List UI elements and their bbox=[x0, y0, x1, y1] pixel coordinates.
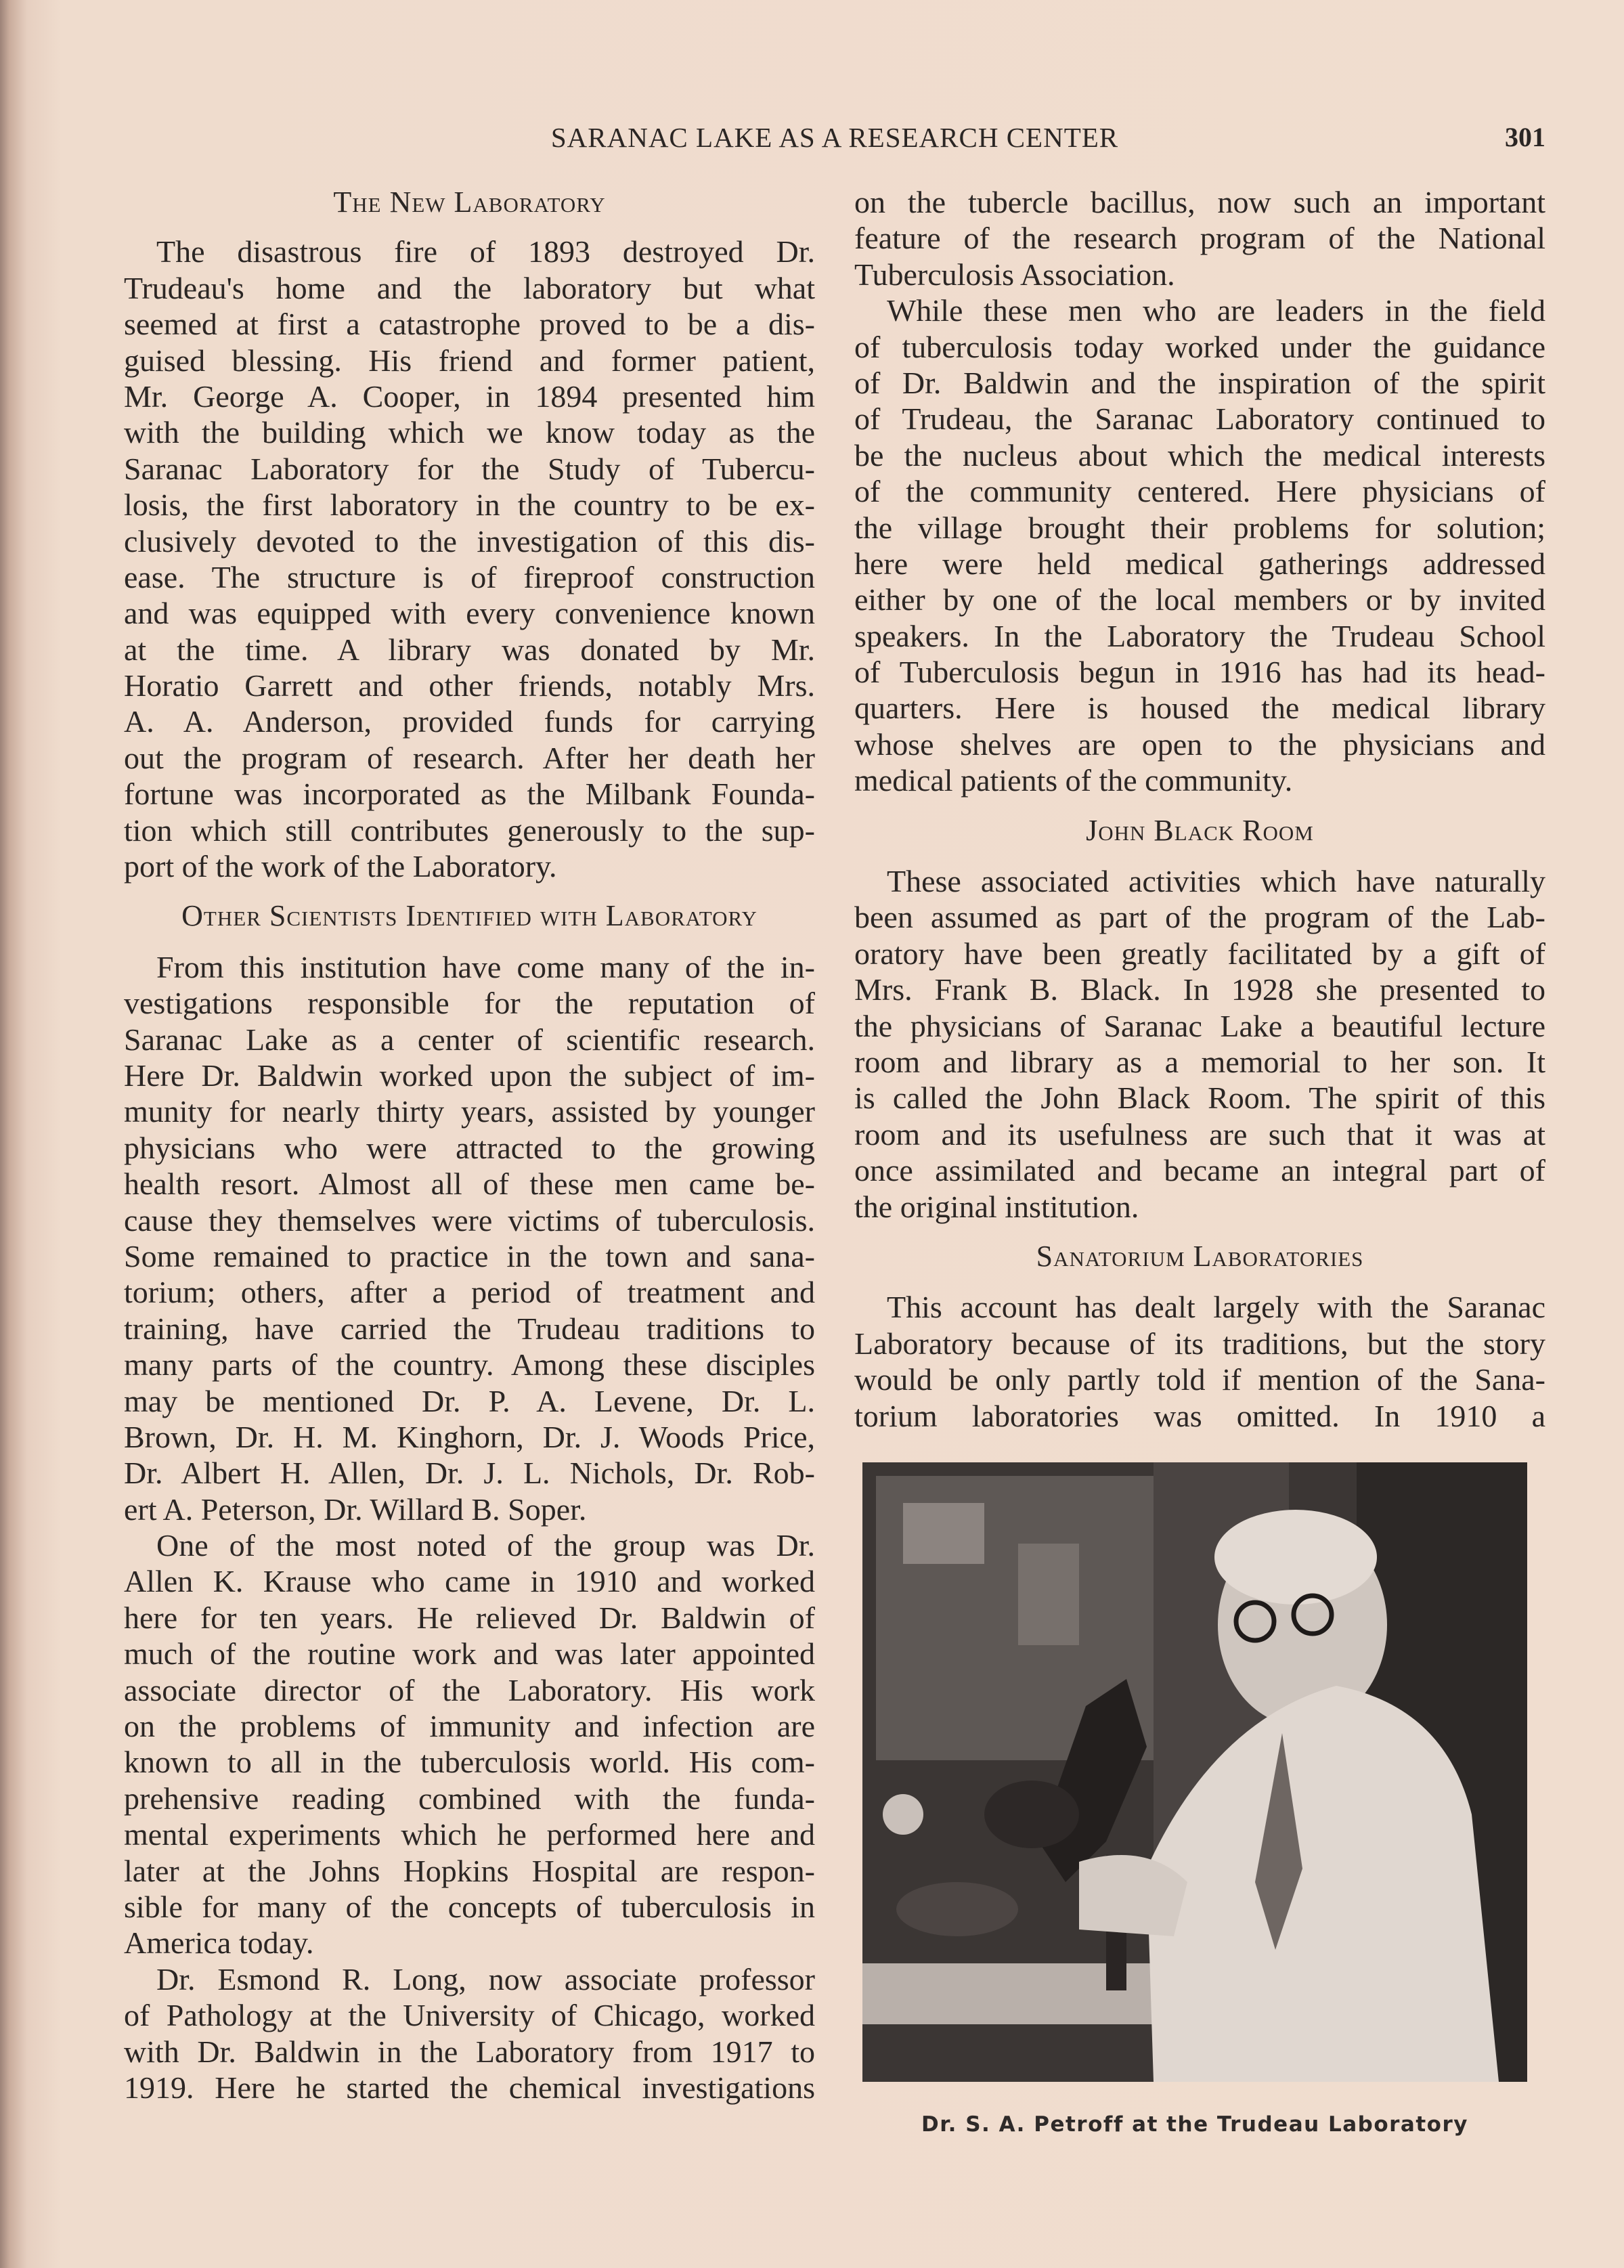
text-line: Dr. Albert H. Allen, Dr. J. L. Nichols, Dr. Rob- bbox=[124, 1456, 815, 1491]
text-line: the physicians of Saranac Lake a beautiful lecture bbox=[854, 1008, 1545, 1043]
text-line: Trudeau's home and the laboratory but what bbox=[124, 270, 815, 305]
text-line: may be mentioned Dr. P. A. Levene, Dr. L. bbox=[124, 1383, 815, 1418]
text-line: been assumed as part of the program of the Lab- bbox=[854, 900, 1545, 935]
text-line: Here Dr. Baldwin worked upon the subject of im- bbox=[124, 1057, 815, 1093]
text-line: health resort. Almost all of these men came be- bbox=[124, 1166, 815, 1202]
text-line: guised blessing. His friend and former patient, bbox=[124, 343, 815, 378]
text-line: be the nucleus about which the medical interests bbox=[854, 437, 1545, 473]
text-line: vestigations responsible for the reputation of bbox=[124, 986, 815, 1021]
text-line: Saranac Lake as a center of scientific research. bbox=[124, 1022, 815, 1057]
text-line: fortune was incorporated as the Milbank Founda- bbox=[124, 777, 815, 812]
text-line: oratory have been greatly facilitated by a gift of bbox=[854, 936, 1545, 971]
text-line: Allen K. Krause who came in 1910 and worked bbox=[124, 1564, 815, 1599]
text-line: prehensive reading combined with the funda- bbox=[124, 1781, 815, 1816]
text-line: The disastrous fire of 1893 destroyed Dr. bbox=[156, 234, 815, 269]
section-heading: The New Laboratory bbox=[333, 186, 606, 219]
text-line: munity for nearly thirty years, assisted by younger bbox=[124, 1094, 815, 1129]
photo-petroff-microscope bbox=[862, 1462, 1527, 2082]
paragraph bbox=[124, 1961, 815, 2106]
text-line: of Dr. Baldwin and the inspiration of the spirit bbox=[854, 365, 1545, 400]
text-line: port of the work of the Laboratory. bbox=[124, 849, 557, 884]
text-line: torium laboratories was omitted. In 1910 a bbox=[854, 1398, 1545, 1433]
text-line: Tuberculosis Association. bbox=[854, 257, 1175, 292]
right-column bbox=[854, 184, 1545, 1434]
section-heading: Other Scientists Identified with Laboratory bbox=[181, 899, 758, 933]
text-line: known to all in the tuberculosis world. His com- bbox=[124, 1745, 815, 1780]
text-line: One of the most noted of the group was Dr. bbox=[156, 1528, 815, 1563]
text-line: This account has dealt largely with the Saranac bbox=[887, 1290, 1545, 1325]
text-line: America today. bbox=[124, 1925, 314, 1961]
text-line: of Trudeau, the Saranac Laboratory continued to bbox=[854, 401, 1545, 437]
text-line: quarters. Here is housed the medical library bbox=[854, 691, 1545, 726]
text-line: and was equipped with every convenience known bbox=[124, 596, 815, 631]
text-line: on the problems of immunity and infection are bbox=[124, 1709, 815, 1744]
text-line: of tuberculosis today worked under the guidance bbox=[854, 329, 1545, 364]
text-line: speakers. In the Laboratory the Trudeau School bbox=[854, 618, 1545, 653]
text-line: torium; others, after a period of treatment and bbox=[124, 1275, 815, 1310]
text-line: Some remained to practice in the town and sana- bbox=[124, 1238, 815, 1273]
text-line: 1919. Here he started the chemical investigations bbox=[124, 2070, 815, 2105]
paragraph bbox=[124, 949, 815, 1527]
paragraph bbox=[854, 1289, 1545, 1434]
section-heading: John Black Room bbox=[1086, 813, 1314, 847]
text-line: medical patients of the community. bbox=[854, 763, 1293, 798]
text-line: once assimilated and became an integral part of bbox=[854, 1153, 1545, 1188]
photo-caption: Dr. S. A. Petroff at the Trudeau Laboratory bbox=[921, 2112, 1468, 2137]
text-line: whose shelves are open to the physicians and bbox=[854, 726, 1545, 762]
text-line: the village brought their problems for solution; bbox=[854, 510, 1545, 545]
text-line: physicians who were attracted to the growing bbox=[124, 1130, 815, 1165]
text-line: Horatio Garrett and other friends, notably Mrs. bbox=[124, 668, 815, 703]
paragraph bbox=[854, 292, 1545, 798]
text-line: clusively devoted to the investigation of this dis- bbox=[124, 523, 815, 559]
text-line: here for ten years. He relieved Dr. Baldwin of bbox=[124, 1600, 815, 1635]
running-header bbox=[124, 121, 1545, 154]
running-title: SARANAC LAKE AS A RESEARCH CENTER bbox=[550, 122, 1119, 153]
photo-image bbox=[862, 1462, 1527, 2082]
text-line: Mr. George A. Cooper, in 1894 presented him bbox=[124, 378, 815, 414]
text-line: training, have carried the Trudeau traditions to bbox=[124, 1311, 815, 1346]
text-line: Laboratory because of its traditions, but the story bbox=[854, 1326, 1545, 1361]
text-line: room and its usefulness are such that it was at bbox=[854, 1116, 1545, 1152]
text-line: of Tuberculosis begun in 1916 has had its head- bbox=[854, 655, 1545, 690]
text-line: the original institution. bbox=[854, 1189, 1139, 1224]
paragraph bbox=[124, 234, 815, 884]
text-line: out the program of research. After her death her bbox=[124, 740, 815, 775]
text-line: While these men who are leaders in the field bbox=[887, 293, 1545, 328]
text-line: with Dr. Baldwin in the Laboratory from 1917 to bbox=[124, 2034, 815, 2069]
text-line: feature of the research program of the National bbox=[854, 221, 1545, 256]
text-line: would be only partly told if mention of the Sana- bbox=[854, 1362, 1545, 1397]
page-number: 301 bbox=[1505, 122, 1545, 152]
text-line: Mrs. Frank B. Black. In 1928 she presented to bbox=[854, 972, 1545, 1007]
text-line: Dr. Esmond R. Long, now associate professor bbox=[156, 1961, 815, 1997]
left-column bbox=[124, 184, 815, 2106]
section-heading: Sanatorium Laboratories bbox=[1036, 1239, 1364, 1273]
text-line: Brown, Dr. H. M. Kinghorn, Dr. J. Woods Price, bbox=[124, 1419, 815, 1454]
text-line: of Pathology at the University of Chicago, worked bbox=[124, 1998, 815, 2033]
text-line: is called the John Black Room. The spirit of this bbox=[854, 1081, 1545, 1116]
text-line: Saranac Laboratory for the Study of Tubercu- bbox=[124, 451, 815, 486]
text-line: ease. The structure is of fireproof construction bbox=[124, 559, 815, 594]
text-line: These associated activities which have naturally bbox=[887, 864, 1545, 899]
text-line: on the tubercle bacillus, now such an important bbox=[854, 185, 1545, 219]
text-line: mental experiments which he performed here and bbox=[124, 1817, 815, 1852]
text-line: many parts of the country. Among these disciples bbox=[124, 1347, 815, 1382]
text-line: of the community centered. Here physicians of bbox=[854, 474, 1545, 509]
text-line: associate director of the Laboratory. His work bbox=[124, 1672, 815, 1707]
text-line: with the building which we know today as the bbox=[124, 415, 815, 450]
text-line: A. A. Anderson, provided funds for carrying bbox=[124, 704, 815, 739]
text-line: ert A. Peterson, Dr. Willard B. Soper. bbox=[124, 1491, 587, 1527]
text-line: tion which still contributes generously to the sup- bbox=[124, 812, 815, 848]
text-line: either by one of the local members or by invited bbox=[854, 582, 1545, 617]
text-line: at the time. A library was donated by Mr. bbox=[124, 632, 815, 667]
paragraph bbox=[854, 863, 1545, 1225]
text-line: later at the Johns Hopkins Hospital are respon- bbox=[124, 1853, 815, 1888]
text-line: room and library as a memorial to her son. It bbox=[854, 1044, 1545, 1079]
text-line: seemed at first a catastrophe proved to be a dis- bbox=[124, 307, 815, 342]
text-line: sible for many of the concepts of tuberculosis in bbox=[124, 1889, 815, 1924]
paragraph bbox=[854, 184, 1545, 292]
text-line: From this institution have come many of the in- bbox=[156, 949, 815, 984]
paragraph bbox=[124, 1527, 815, 1961]
text-line: losis, the first laboratory in the country to be ex- bbox=[124, 487, 815, 523]
text-line: here were held medical gatherings addressed bbox=[854, 546, 1545, 581]
text-line: much of the routine work and was later appointed bbox=[124, 1636, 815, 1672]
text-line: cause they themselves were victims of tuberculosis. bbox=[124, 1202, 815, 1238]
